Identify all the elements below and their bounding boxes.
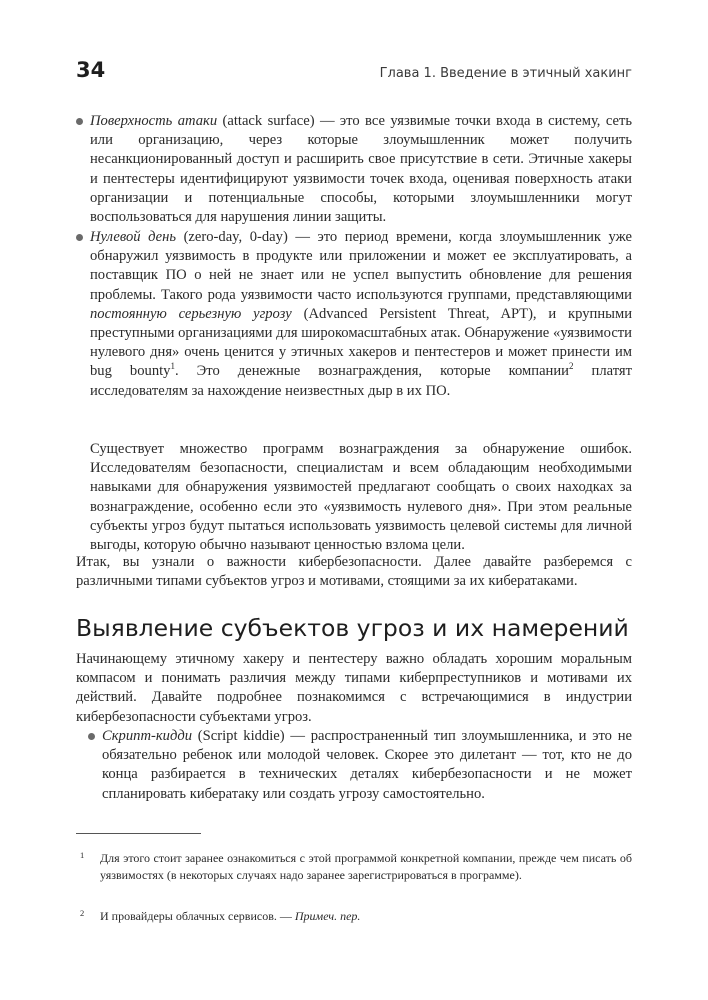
page-header bbox=[76, 58, 632, 88]
bullet-script-kiddie bbox=[102, 727, 632, 804]
section-intro-block bbox=[76, 650, 632, 727]
text-zero-day-b: (Advanced Persistent Threat, APT), и крупными преступными организациями для широкомасштабных атак. Обнаружение «уязвимости нулевого дня» очень ценится у этичных хакеров и пентестеров и может принести им bug bounty bbox=[90, 305, 633, 380]
bullet-dot-icon bbox=[76, 234, 83, 241]
footnote-separator bbox=[76, 833, 201, 834]
bug-bounty-paragraph: Существует множество программ вознаграждения за обнаружение ошибок. Исследователям безопасности, специалистам и всем обладающим необходимыми навыками для обнаружения уязвимостей предлагают сообщать о своих находках за вознаграждение, особенно если это «уязвимость нулевого дня». При этом реальные субъекты угроз будут пытаться использовать уязвимость целевой системы для личной выгоды, которую обычно называют ценностью взлома цели. bbox=[90, 441, 632, 554]
bullet-dot-icon bbox=[88, 733, 95, 740]
running-head: Глава 1. Введение в этичный хакинг bbox=[379, 66, 632, 81]
text-zero-day-d: платят исследователям за нахождение неизвестных дыр в их ПО. bbox=[90, 363, 632, 399]
term-zero-day: Нулевой день bbox=[90, 229, 177, 245]
footnote-text-2 bbox=[76, 908, 632, 925]
bullet-attack-surface bbox=[90, 112, 632, 227]
text-script-kiddie: (Script kiddie) — распространенный тип злоумышленника, и это не обязательно ребенок или молодой человек. Скорее это дилетант — тот, кто не до конца разбирается в технических деталях кибербезопасности и не может спланировать кибератаку или создать угрозу самостоятельно. bbox=[102, 728, 632, 802]
term-script-kiddie: Скрипт-кидди bbox=[102, 728, 193, 744]
summary-paragraph: Итак, вы узнали о важности кибербезопасности. Далее давайте разберемся с различными типами субъектов угроз и мотивами, стоящими за их кибератаками. bbox=[76, 554, 632, 590]
footnote-mark-1: 1 bbox=[80, 850, 85, 860]
text-attack-surface: (attack surface) — это все уязвимые точки входа в систему, сеть или организацию, через которые злоумышленник может получить несанкционированный доступ и расширить свое присутствие в сети. Этичные хакеры и пентестеры идентифицируют уязвимости точек входа, оценивая поверхность атаки организации и потенциальные способы, которыми злоумышленники могут воспользоваться для нарушения линии защиты. bbox=[90, 113, 632, 226]
footnote-ref-2: 2 bbox=[568, 361, 574, 372]
bullet-dot-icon bbox=[76, 118, 83, 125]
footnote-2 bbox=[76, 908, 632, 925]
bullet-continuation-paragraph bbox=[90, 440, 632, 555]
page-number: 34 bbox=[76, 58, 106, 82]
term-attack-surface: Поверхность атаки bbox=[90, 113, 218, 129]
summary-block bbox=[76, 553, 632, 591]
section-intro-paragraph: Начинающему этичному хакеру и пентестеру важно обладать хорошим моральным компасом и понимать различия между типами киберпреступников и мотивами их действий. Давайте подробнее познакомимся с встречающимися в индустрии кибербезопасности субъектами угроз. bbox=[76, 651, 632, 725]
bullet-zero-day bbox=[90, 228, 632, 401]
footnote-1 bbox=[76, 850, 632, 883]
footnote-text-2a: И провайдеры облачных сервисов. — bbox=[100, 909, 295, 923]
text-zero-day-c: . Это денежные вознаграждения, которые компании bbox=[174, 363, 569, 380]
term-apt: постоянную серьезную угрозу bbox=[90, 305, 292, 322]
text-zero-day-a: (zero-day, 0-day) — это период времени, когда злоумышленник уже обнаружил уязвимость в продукте или приложении и может ее эксплуатировать, а поставщик ПО о ней не знает или не успел выпустить обновление для решения проблемы. Такого рода уязвимости часто используются группами, представляющими bbox=[90, 229, 632, 303]
footnote-text-1: Для этого стоит заранее ознакомиться с этой программой конкретной компании, прежде чем писать об уязвимостях (в некоторых случаях надо заранее зарегистрироваться в программе). bbox=[100, 851, 632, 882]
footnote-mark-2: 2 bbox=[80, 908, 85, 918]
footnote-ref-1: 1 bbox=[170, 361, 175, 372]
translator-note: Примеч. пер. bbox=[294, 909, 361, 923]
section-heading: Выявление субъектов угроз и их намерений bbox=[76, 614, 629, 642]
